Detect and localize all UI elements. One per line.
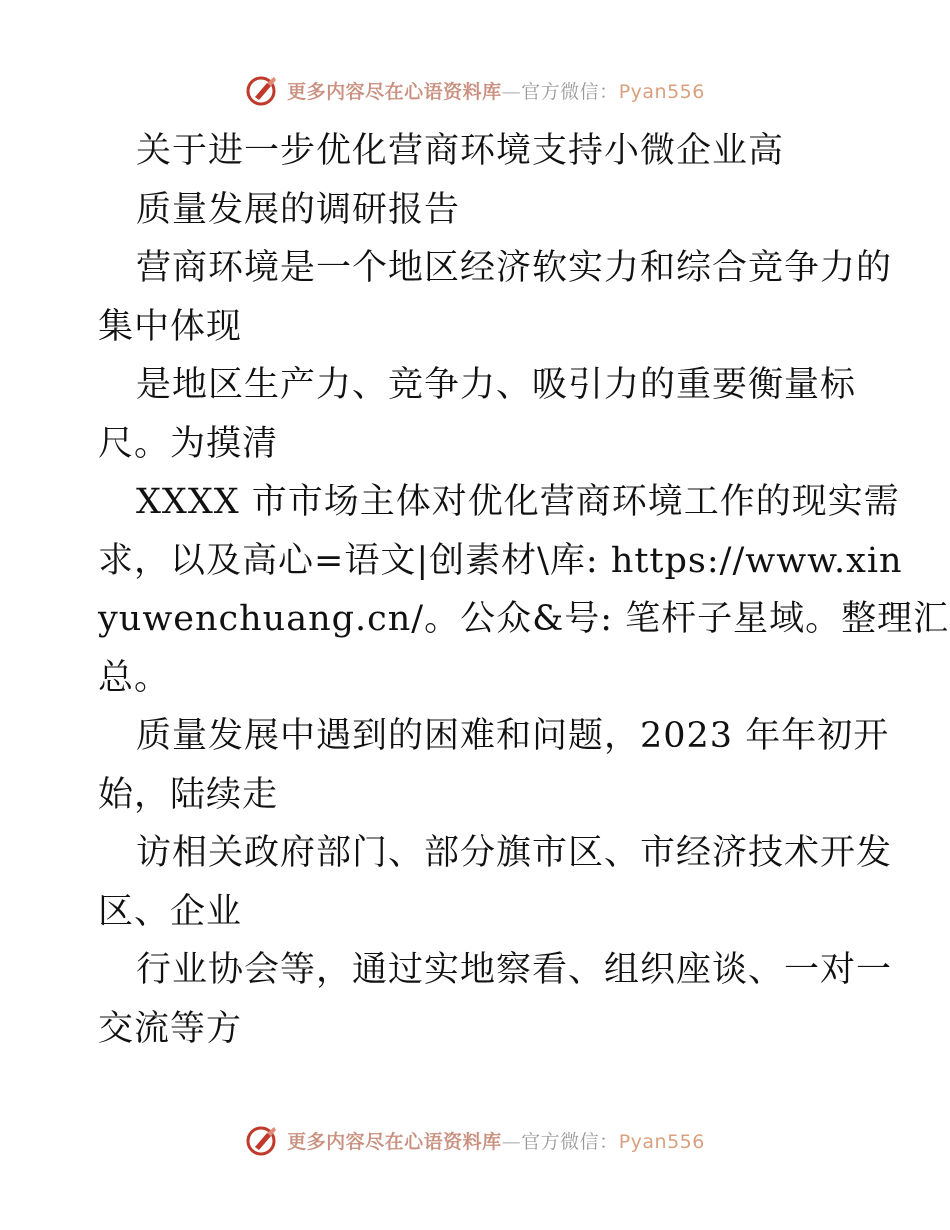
footer-watermark [0, 1120, 950, 1160]
paragraph-line: yuwenchuang.cn/。公众&号: 笔杆子星域。整理汇 [98, 599, 950, 639]
watermark-account: Pyan556 [618, 80, 705, 103]
paragraph-line: 交流等方 [98, 1008, 243, 1049]
paragraph-line: 尺。为摸清 [98, 423, 279, 464]
watermark-dash: — [501, 1130, 522, 1153]
document-body [98, 122, 950, 1058]
paragraph-line: 营商环境是一个地区经济软实力和综合竞争力的 [136, 248, 893, 288]
paragraph-line: 区、企业 [98, 891, 243, 932]
header-watermark [0, 70, 950, 110]
watermark-text: 更多内容尽在心语资料库 [287, 80, 502, 103]
paragraph-line: 总。 [98, 657, 171, 698]
watermark-wechat-label: 官方微信： [521, 80, 619, 103]
paragraph-line: 访相关政府部门、部分旗市区、市经济技术开发 [136, 833, 893, 873]
paragraph-line: 始，陆续走 [98, 774, 279, 815]
paragraph-line: 行业协会等，通过实地察看、组织座谈、一对一 [136, 950, 893, 990]
pen-logo-icon [245, 1123, 279, 1157]
watermark-dash: — [501, 80, 522, 103]
pen-logo-icon [245, 73, 279, 107]
watermark-text: 更多内容尽在心语资料库 [287, 1130, 502, 1153]
watermark-account: Pyan556 [618, 1130, 705, 1153]
paragraph-line: 求，以及高心=语文|创素材\库: https://www.xin [98, 540, 903, 581]
paragraph-line: XXXX 市市场主体对优化营商环境工作的现实需 [136, 482, 900, 522]
title-line-2: 质量发展的调研报告 [136, 189, 461, 230]
watermark-wechat-label: 官方微信： [521, 1130, 619, 1153]
paragraph-line: 质量发展中遇到的困难和问题，2023 年年初开 [136, 716, 890, 756]
title-line-1: 关于进一步优化营商环境支持小微企业高 [136, 131, 785, 171]
paragraph-line: 集中体现 [98, 306, 243, 347]
paragraph-line: 是地区生产力、竞争力、吸引力的重要衡量标 [136, 365, 857, 405]
